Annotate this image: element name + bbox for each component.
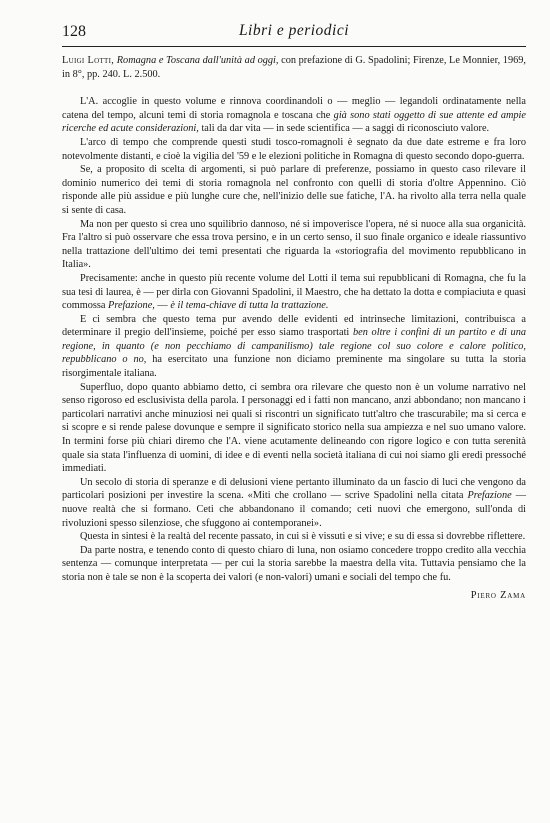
paragraph-text: Precisamente: anche in questo più recente volume del Lotti il tema sui repubblicani di Romagna, che fu la sua tesi di laurea, è — per dirla con Giovanni Spadolini, il Maestro, che ha dettato la dotta e compiaciuta e quasi commossa — [62, 272, 526, 312]
running-title: Libri e periodici — [238, 22, 350, 39]
paragraph-text: ha esercitato una funzione non diciamo preminente ma singolare su tutta la storia risorgimentale italiana. — [62, 354, 526, 380]
body-paragraph — [62, 163, 526, 217]
body-paragraph — [62, 313, 526, 381]
paragraph-text: — — [154, 300, 171, 312]
body-paragraph — [62, 218, 526, 272]
paragraph-text: Questa in sintesi è la realtà del recente passato, in cui si è vissuti e si vive; e su di essa si dovrebbe riflettere. — [80, 531, 526, 543]
page-number: 128 — [62, 23, 86, 40]
body-paragraph — [62, 530, 526, 544]
paragraph-text: Un secolo di storia di speranze e di delusioni viene pertanto illuminato da un fascio di luci che vengono da particolari posizioni per investire la scena. «Miti che crollano — scrive Spadolini nella citata — [62, 476, 526, 502]
body-paragraph — [62, 381, 526, 476]
paragraph-text: L'A. accoglie in questo volume e rinnova coordinandoli o — meglio — legandoli ordinatamente nella catena del tempo, alcuni temi di storia romagnola e toscana che — [62, 96, 526, 121]
page-header — [62, 20, 526, 47]
paragraph-text: tali da dar vita — in sede scientifica — a saggi di riconosciuto valore. — [198, 123, 490, 135]
paragraph-text: Ma non per questo si crea uno squilibrio dannoso, né si impoverisce l'opera, né si nuoce alla sua organicità. Fra l'altro si può osservare che essa trova persino, e in un certo senso, il suo finale organico e ideale riassuntivo nella trattazione dell'ultimo dei temi presentati che riguarda la «storiografia del movimento repubblicano in Italia». — [62, 218, 526, 271]
review-body — [62, 95, 526, 584]
citation-book-title: Romagna e Toscana dall'unità ad oggi, — [116, 55, 279, 66]
body-paragraph — [62, 476, 526, 530]
citation-details: con prefazione di G. Spadolini; Firenze, Le Monnier, 1969, in 8°, pp. 240. L. 2.500. — [62, 55, 526, 80]
italic-text: Prefazione, — [108, 300, 155, 312]
body-paragraph — [62, 544, 526, 585]
italic-text: è il tema-chiave di tutta la trattazione. — [170, 300, 329, 312]
reviewer-signature: Piero Zama — [470, 589, 526, 601]
italic-text: Prefazione — [467, 490, 512, 502]
paragraph-text: E ci sembra che questo tema pur avendo delle evidenti ed intrinseche limitazioni, contribuisca a determinare il pregio dell'insieme, poiché per esso siamo trasportati — [62, 313, 526, 339]
paragraph-text: L'arco di tempo che comprende questi studi tosco-romagnoli è segnato da due date estreme e fra loro notevolmente distanti, e cioè la vigilia del '59 e le elezioni politiche in Romagna di questo secondo dopo-guerra. — [62, 136, 526, 162]
review-text — [62, 54, 526, 602]
citation-author: Luigi Lotti, — [62, 55, 115, 66]
paragraph-text: Superfluo, dopo quanto abbiamo detto, ci sembra ora rilevare che questo non è un volume narrativo nel senso rigoroso ed esclusivista della parola. I personaggi ed i fatti non mancano, anzi abbondano; non mancano i particolari narrativi anche minuziosi nei quali si riscontri un significato tutt'altro che trascurabile; ma si cerca e si scopre e si rende palese dovunque e sempre il significato storico nella sua ampiezza e nel suo umano valore. In termini forse più chiari diremo che l'A. viene acutamente delineando con rigore logico e con tutta serenità quale sia stata l'influenza di uomini, di idee e di eventi nella società italiana di cui noi siamo gli eredi pressoché immediati. — [62, 381, 526, 475]
italic-text: già sono stati oggetto di sue attente ed ampie ricerche ed acute considerazioni, — [62, 109, 526, 135]
paragraph-text: Se, a proposito di scelta di argomenti, si può parlare di preferenze, possiamo in questo caso rilevare il dominio numerico dei temi di storia romagnola nel confronto con quelli di storia d'oltre Appennino. Ciò risponde alle più assidue e più lunghe cure che, nell'inizio delle sue fatiche, l'A. ha rivolto alla terra nella quale si sente di casa. — [62, 164, 526, 216]
italic-text: ben oltre i confini di un partito e di una regione, in quanto (e non pecchiamo di campanilismo) tale regione col suo colore e calore politico, repubblicano o no, — [62, 327, 526, 366]
paragraph-text: — nuove realtà che si formano. Ceti che abbandonano il comando; ceti nuovi che emergono, sull'onda di rivoluzioni spesso silenziose, che sfuggono ai contemporanei». — [62, 490, 526, 529]
body-paragraph — [62, 136, 526, 163]
body-paragraph — [62, 95, 526, 136]
paragraph-text: Da parte nostra, e tenendo conto di questo chiaro di luna, non osiamo concedere troppo credito alla vecchia sentenza — comunque interpretata — per cui la storia sarebbe la maestra della vita. Tuttavia pensiamo che la storia non è tale se non è la scoperta dei valori (e non-valori) umani e sociali del tempo che fu. — [62, 544, 526, 583]
bibliographic-citation — [62, 54, 526, 81]
body-paragraph — [62, 272, 526, 313]
